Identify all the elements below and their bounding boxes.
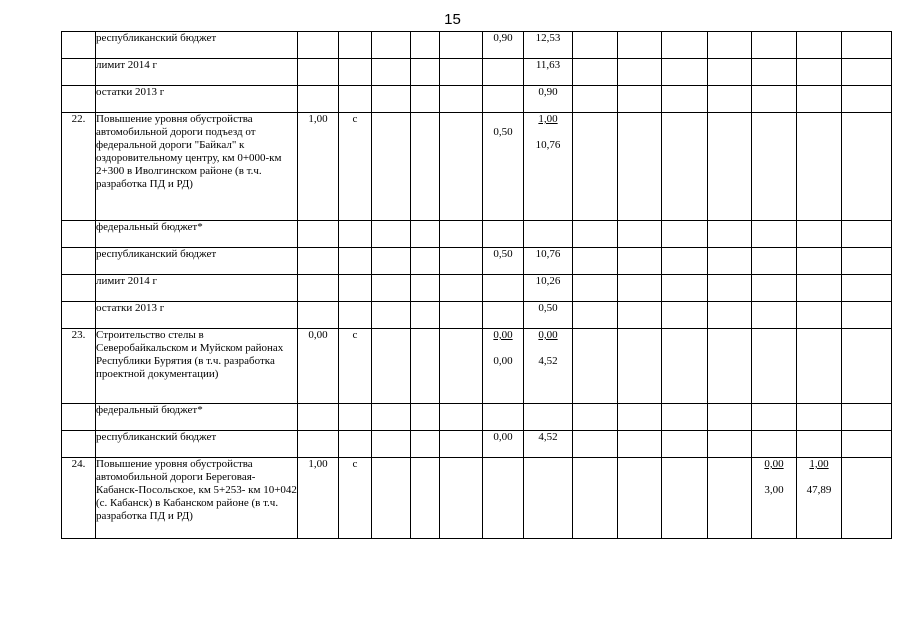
table-row: [62, 113, 892, 221]
value-cell: 0,00: [483, 431, 524, 458]
row-label: федеральный бюджет*: [96, 404, 298, 431]
value-cell: 0,90: [524, 86, 573, 113]
value-cell: 10,76: [524, 248, 573, 275]
value-cell: 11,63: [524, 59, 573, 86]
value-cell: 12,53: [524, 32, 573, 59]
item-number: 24.: [62, 458, 96, 539]
value-second: 10,76: [535, 139, 561, 151]
row-label: республиканский бюджет: [96, 431, 298, 458]
table-row: [62, 248, 892, 275]
value-first: 0,00: [764, 458, 784, 470]
value-cell: 0,50: [524, 302, 573, 329]
table-row: [62, 32, 892, 59]
row-label: федеральный бюджет*: [96, 221, 298, 248]
value-cell: [483, 329, 524, 404]
value-first: 0,00: [538, 329, 558, 341]
quantity-cell: 0,00: [298, 329, 339, 404]
quantity-cell: 1,00: [298, 458, 339, 539]
unit-cell: с: [339, 329, 372, 404]
value-cell: [797, 458, 842, 539]
row-label: лимит 2014 г: [96, 59, 298, 86]
value-cell: 4,52: [524, 431, 573, 458]
item-number: 22.: [62, 113, 96, 221]
table-row: [62, 86, 892, 113]
row-label: лимит 2014 г: [96, 275, 298, 302]
item-name: Строительство стелы в Северобайкальском и Муйском районах Республики Бурятия (в т.ч. разработка проектной документации): [96, 329, 298, 404]
table-row: [62, 431, 892, 458]
row-label: республиканский бюджет: [96, 32, 298, 59]
value-second: 3,00: [764, 484, 784, 496]
value-first: 0,00: [493, 329, 513, 341]
value-cell: [483, 113, 524, 221]
table-row: [62, 59, 892, 86]
value-second: 0,50: [493, 126, 513, 138]
unit-cell: с: [339, 458, 372, 539]
program-table: [61, 31, 892, 539]
row-label: остатки 2013 г: [96, 86, 298, 113]
table-row: [62, 221, 892, 248]
value-cell: [752, 458, 797, 539]
table-row: [62, 458, 892, 539]
item-name: Повышение уровня обустройства автомобильной дороги подъезд от федеральной дороги "Байкал" к оздоровительному центру, км 0+000-км 2+300 в Иволгинском районе (в т.ч. разработка ПД и РД): [96, 113, 298, 221]
value-cell: 0,90: [483, 32, 524, 59]
value-cell: 0,50: [483, 248, 524, 275]
value-second: 0,00: [493, 355, 513, 367]
table-row: [62, 329, 892, 404]
table-row: [62, 302, 892, 329]
row-label: остатки 2013 г: [96, 302, 298, 329]
value-cell: [524, 329, 573, 404]
value-first: 1,00: [538, 113, 558, 125]
value-second: 47,89: [806, 484, 832, 496]
unit-cell: с: [339, 113, 372, 221]
table-row: [62, 404, 892, 431]
value-first: 1,00: [809, 458, 829, 470]
value-cell: 10,26: [524, 275, 573, 302]
item-number: 23.: [62, 329, 96, 404]
quantity-cell: 1,00: [298, 113, 339, 221]
page-number: 15: [444, 11, 461, 28]
item-name: Повышение уровня обустройства автомобильной дороги Береговая-Кабанск-Посольское, км 5+253- км 10+042 (с. Кабанск) в Кабанском районе (в т.ч. разработка ПД и РД): [96, 458, 298, 539]
value-cell: [524, 113, 573, 221]
value-second: 4,52: [538, 355, 558, 367]
row-label: республиканский бюджет: [96, 248, 298, 275]
table-row: [62, 275, 892, 302]
